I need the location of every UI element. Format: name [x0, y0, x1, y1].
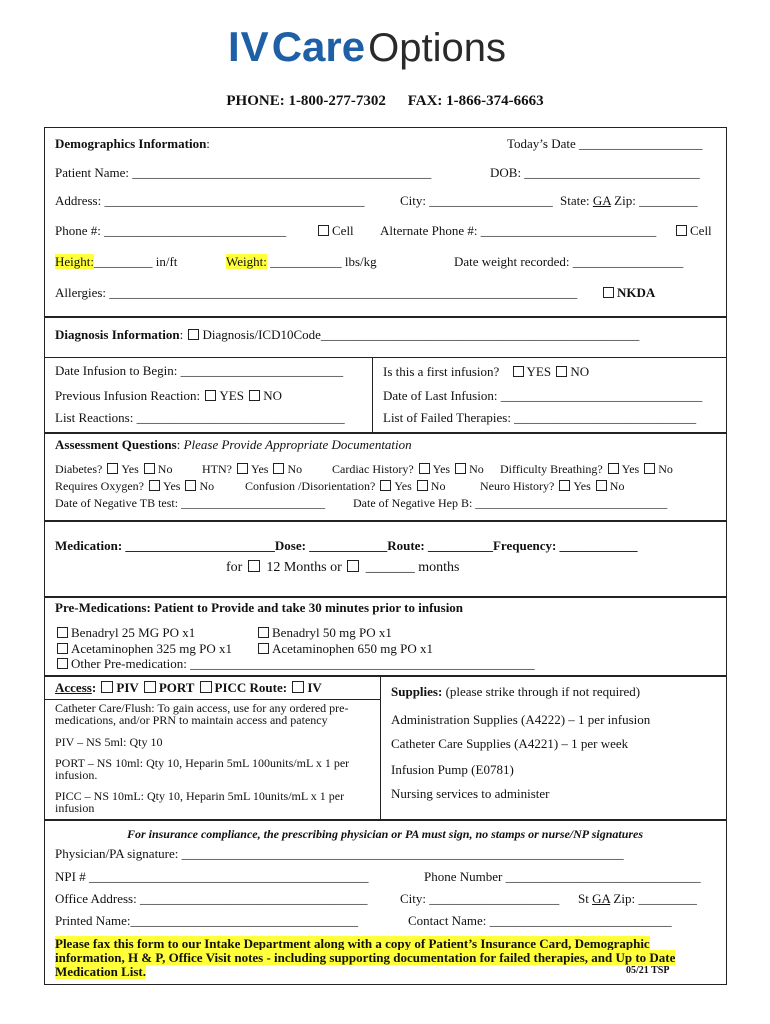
- premedications-header: Pre-Medications: Patient to Provide and take 30 minutes prior to infusion: [55, 600, 464, 615]
- phone-number: PHONE: 1-800-277-7302: [226, 93, 386, 109]
- breathing-question: Difficulty Breathing? Yes No: [500, 462, 673, 476]
- checkbox-icon[interactable]: [380, 480, 391, 491]
- checkbox-icon[interactable]: [676, 225, 687, 236]
- checkbox-icon[interactable]: [101, 681, 113, 693]
- list-reactions-field[interactable]: List Reactions: ________________________________: [55, 410, 345, 425]
- demographics-header: Demographics Information:: [55, 136, 210, 151]
- checkbox-icon[interactable]: [248, 560, 260, 572]
- supply-nursing: Nursing services to administer: [391, 786, 550, 801]
- office-address-field[interactable]: Office Address: ___________________________________: [55, 891, 368, 906]
- checkbox-icon[interactable]: [603, 287, 614, 298]
- checkbox-icon[interactable]: [144, 681, 156, 693]
- supply-admin: Administration Supplies (A4222) – 1 per infusion: [391, 712, 651, 727]
- hepb-field[interactable]: Date of Negative Hep B: ________________________________: [353, 496, 668, 510]
- patient-name-field[interactable]: Patient Name: ______________________________________________: [55, 165, 432, 180]
- checkbox-icon[interactable]: [57, 627, 68, 638]
- state-zip-field[interactable]: State: GA Zip: _________: [560, 193, 698, 208]
- office-state-zip-field[interactable]: St GA Zip: _________: [578, 891, 697, 906]
- assessment-header: Assessment Questions: Please Provide Appropriate Documentation: [55, 437, 412, 452]
- physician-phone-field[interactable]: Phone Number ______________________________: [424, 869, 701, 884]
- checkbox-icon[interactable]: [200, 681, 212, 693]
- htn-question: HTN? Yes No: [202, 462, 303, 476]
- checkbox-icon[interactable]: [188, 329, 199, 340]
- printed-name-field[interactable]: Printed Name:___________________________________: [55, 913, 358, 928]
- checkbox-icon[interactable]: [57, 643, 68, 654]
- port-line: PORT – NS 10ml: Qty 10, Heparin 5mL 100units/mL x 1 per infusion.: [55, 756, 350, 782]
- checkbox-icon[interactable]: [144, 463, 155, 474]
- diagnosis-header: Diagnosis Information: Diagnosis/ICD10Code_________________________________________________: [55, 327, 640, 342]
- checkbox-icon[interactable]: [347, 560, 359, 572]
- acetaminophen650-option[interactable]: Acetaminophen 650 mg PO x1: [256, 641, 433, 657]
- tb-test-field[interactable]: Date of Negative TB test: ________________________: [55, 496, 326, 510]
- confusion-question: Confusion /Disorientation? Yes No: [245, 479, 446, 493]
- checkbox-icon[interactable]: [273, 463, 284, 474]
- checkbox-icon[interactable]: [249, 390, 260, 401]
- icd-code-field[interactable]: Diagnosis/ICD10Code_________________________________________________: [202, 327, 640, 342]
- checkbox-icon[interactable]: [559, 480, 570, 491]
- date-weight-field[interactable]: Date weight recorded: _________________: [454, 254, 684, 269]
- medication-line[interactable]: Medication: _______________________Dose: ____________Route: __________Frequency: ____________: [55, 538, 638, 553]
- oxygen-question: Requires Oxygen? Yes No: [55, 479, 215, 493]
- previous-reaction-question: Previous Infusion Reaction: YES NO: [55, 388, 282, 403]
- neuro-question: Neuro History? Yes No: [480, 479, 625, 493]
- supply-pump: Infusion Pump (E0781): [391, 762, 514, 777]
- checkbox-icon[interactable]: [513, 366, 524, 377]
- checkbox-icon[interactable]: [644, 463, 655, 474]
- checkbox-icon[interactable]: [596, 480, 607, 491]
- form-code: 05/21 TSP: [626, 965, 670, 976]
- catheter-care-note: Catheter Care/Flush: To gain access, use for any ordered pre-medications, and/or PRN to maintain access and patency: [55, 701, 349, 727]
- height-field[interactable]: Height:_________ in/ft: [55, 254, 178, 269]
- checkbox-icon[interactable]: [107, 463, 118, 474]
- piv-line: PIV – NS 5ml: Qty 10: [55, 735, 163, 749]
- checkbox-icon[interactable]: [205, 390, 216, 401]
- duration-options: for 12 Months or _______ months: [226, 560, 460, 575]
- alternate-phone-field[interactable]: Alternate Phone #: ___________________________: [380, 223, 657, 238]
- medication-section: [44, 520, 727, 598]
- contact-name-field[interactable]: Contact Name: ____________________________: [408, 913, 672, 928]
- logo-text-options: Options: [368, 26, 506, 70]
- checkbox-icon[interactable]: [419, 463, 430, 474]
- date-infusion-begin-field[interactable]: Date Infusion to Begin: _________________________: [55, 363, 344, 378]
- benadryl50-option[interactable]: Benadryl 50 mg PO x1: [256, 625, 392, 641]
- nkda-checkbox[interactable]: NKDA: [601, 285, 655, 301]
- checkbox-icon[interactable]: [258, 643, 269, 654]
- office-city-field[interactable]: City: ____________________: [400, 891, 560, 906]
- logo-text-care: Care: [271, 23, 366, 70]
- supply-catheter: Catheter Care Supplies (A4221) – 1 per week: [391, 736, 629, 751]
- checkbox-icon[interactable]: [185, 480, 196, 491]
- cell-checkbox-1[interactable]: Cell: [316, 223, 354, 239]
- checkbox-icon[interactable]: [57, 658, 68, 669]
- address-field[interactable]: Address: ________________________________________: [55, 193, 365, 208]
- supplies-header: Supplies: (please strike through if not required): [391, 684, 641, 699]
- physician-signature-field[interactable]: Physician/PA signature: ____________________________________________________________________: [55, 846, 624, 861]
- compliance-note: For insurance compliance, the prescribing physician or PA must sign, no stamps or nurse/NP signatures: [126, 827, 644, 841]
- checkbox-icon[interactable]: [149, 480, 160, 491]
- diabetes-question: Diabetes? Yes No: [55, 462, 173, 476]
- checkbox-icon[interactable]: [455, 463, 466, 474]
- picc-line: PICC – NS 10mL: Qty 10, Heparin 5mL 10units/mL x 1 per infusion: [55, 789, 345, 815]
- weight-field[interactable]: Weight: ___________ lbs/kg: [226, 254, 377, 269]
- acetaminophen325-option[interactable]: Acetaminophen 325 mg PO x1: [55, 641, 232, 657]
- benadryl25-option[interactable]: Benadryl 25 MG PO x1: [55, 625, 195, 641]
- dob-field[interactable]: DOB: ___________________________: [490, 165, 700, 180]
- checkbox-icon[interactable]: [237, 463, 248, 474]
- last-infusion-field[interactable]: Date of Last Infusion: _______________________________: [383, 388, 703, 403]
- checkbox-icon[interactable]: [292, 681, 304, 693]
- checkbox-icon[interactable]: [556, 366, 567, 377]
- logo-text-iv: IV: [228, 23, 270, 70]
- checkbox-icon[interactable]: [258, 627, 269, 638]
- access-options: Access: PIV PORT PICC Route: IV: [55, 680, 322, 695]
- phone-field[interactable]: Phone #: ____________________________: [55, 223, 287, 238]
- failed-therapies-field[interactable]: List of Failed Therapies: ____________________________: [383, 410, 697, 425]
- first-infusion-question: Is this a first infusion? YES NO: [383, 364, 590, 379]
- checkbox-icon[interactable]: [417, 480, 428, 491]
- cell-checkbox-2[interactable]: Cell: [674, 223, 712, 239]
- fax-number: FAX: 1-866-374-6663: [407, 93, 544, 109]
- checkbox-icon[interactable]: [608, 463, 619, 474]
- contact-line: [0, 93, 770, 110]
- npi-field[interactable]: NPI # ___________________________________________: [55, 869, 369, 884]
- fax-instructions: Please fax this form to our Intake Department along with a copy of Patient’s Insurance Card, Demographic information, H & P, Office Visit notes - including supporting documentation for failed therapies, and Up to Date Medication List.: [55, 936, 676, 979]
- allergies-field[interactable]: Allergies: ________________________________________________________________________: [55, 285, 578, 300]
- other-premedication-field[interactable]: Other Pre-medication: _____________________________________________________: [55, 656, 535, 672]
- cardiac-question: Cardiac History? Yes No: [332, 462, 484, 476]
- checkbox-icon[interactable]: [318, 225, 329, 236]
- city-field[interactable]: City: ___________________: [400, 193, 553, 208]
- todays-date-field[interactable]: Today’s Date ___________________: [507, 136, 703, 151]
- company-logo: [228, 20, 506, 68]
